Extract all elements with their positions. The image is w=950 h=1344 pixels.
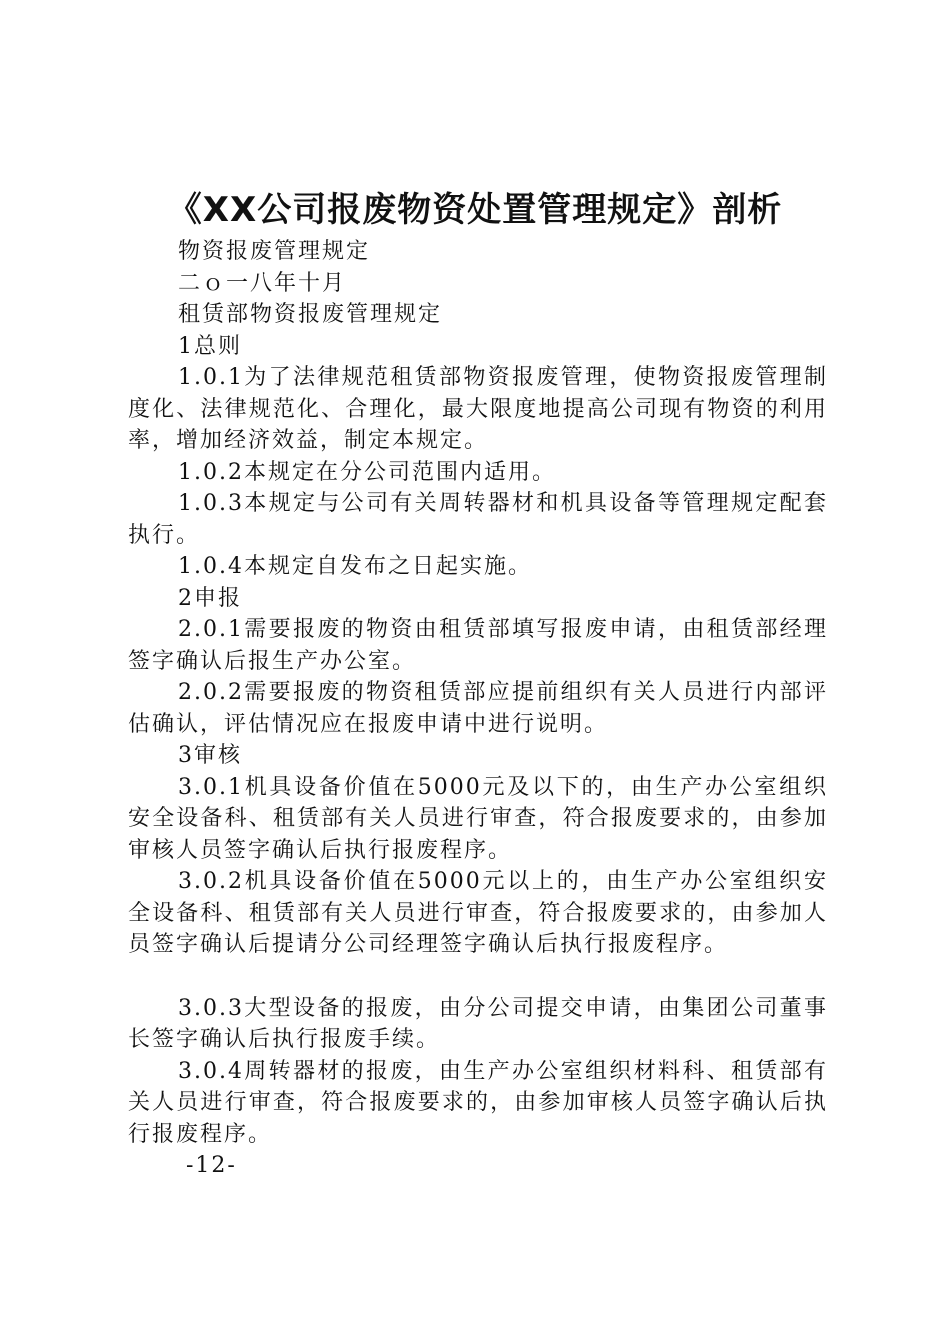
paragraph: 物资报废管理规定 [178, 239, 371, 264]
blank-line [128, 961, 828, 993]
paragraph: 3.0.4周转器材的报废，由生产办公室组织材料科、租赁部有关人员进行审查，符合报废要求的，由参加审核人员签字确认后执行报废程序。 [128, 1058, 828, 1147]
paragraph: 2.0.2需要报废的物资租赁部应提前组织有关人员进行内部评估确认，评估情况应在报废申请中进行说明。 [128, 680, 828, 737]
paragraph: 二ｏ一八年十月 [178, 270, 347, 296]
paragraph: 1.0.2本规定在分公司范围内适用。 [178, 459, 556, 485]
paragraph: 1.0.4本规定自发布之日起实施。 [178, 554, 532, 579]
document-title: 《XX公司报废物资处置管理规定》剖析 [167, 190, 783, 230]
section-heading: 1总则 [178, 333, 242, 359]
paragraph: 1.0.1为了法律规范租赁部物资报废管理，使物资报废管理制度化、法律规范化、合理化，最大限度地提高公司现有物资的利用率，增加经济效益，制定本规定。 [128, 365, 828, 453]
page-number: -12- [186, 1153, 237, 1178]
section-heading: 3审核 [178, 743, 242, 768]
paragraph: 3.0.3大型设备的报废，由分公司提交申请，由集团公司董事长签字确认后执行报废手续。 [128, 995, 828, 1052]
paragraph: 3.0.1机具设备价值在5000元及以下的，由生产办公室组织安全设备科、租赁部有关人员进行审查，符合报废要求的，由参加审核人员签字确认后执行报废程序。 [128, 774, 828, 863]
paragraph: 租赁部物资报废管理规定 [178, 302, 443, 327]
paragraph: 2.0.1需要报废的物资由租赁部填写报废申请，由租赁部经理签字确认后报生产办公室。 [128, 617, 828, 674]
paragraph: 3.0.2机具设备价值在5000元以上的，由生产办公室组织安全设备科、租赁部有关人员进行审查，符合报废要求的，由参加人员签字确认后提请分公司经理签字确认后执行报废程序。 [128, 869, 828, 957]
section-heading: 2申报 [178, 585, 242, 611]
paragraph: 1.0.3本规定与公司有关周转器材和机具设备等管理规定配套执行。 [128, 491, 828, 548]
document-body [128, 236, 828, 1182]
